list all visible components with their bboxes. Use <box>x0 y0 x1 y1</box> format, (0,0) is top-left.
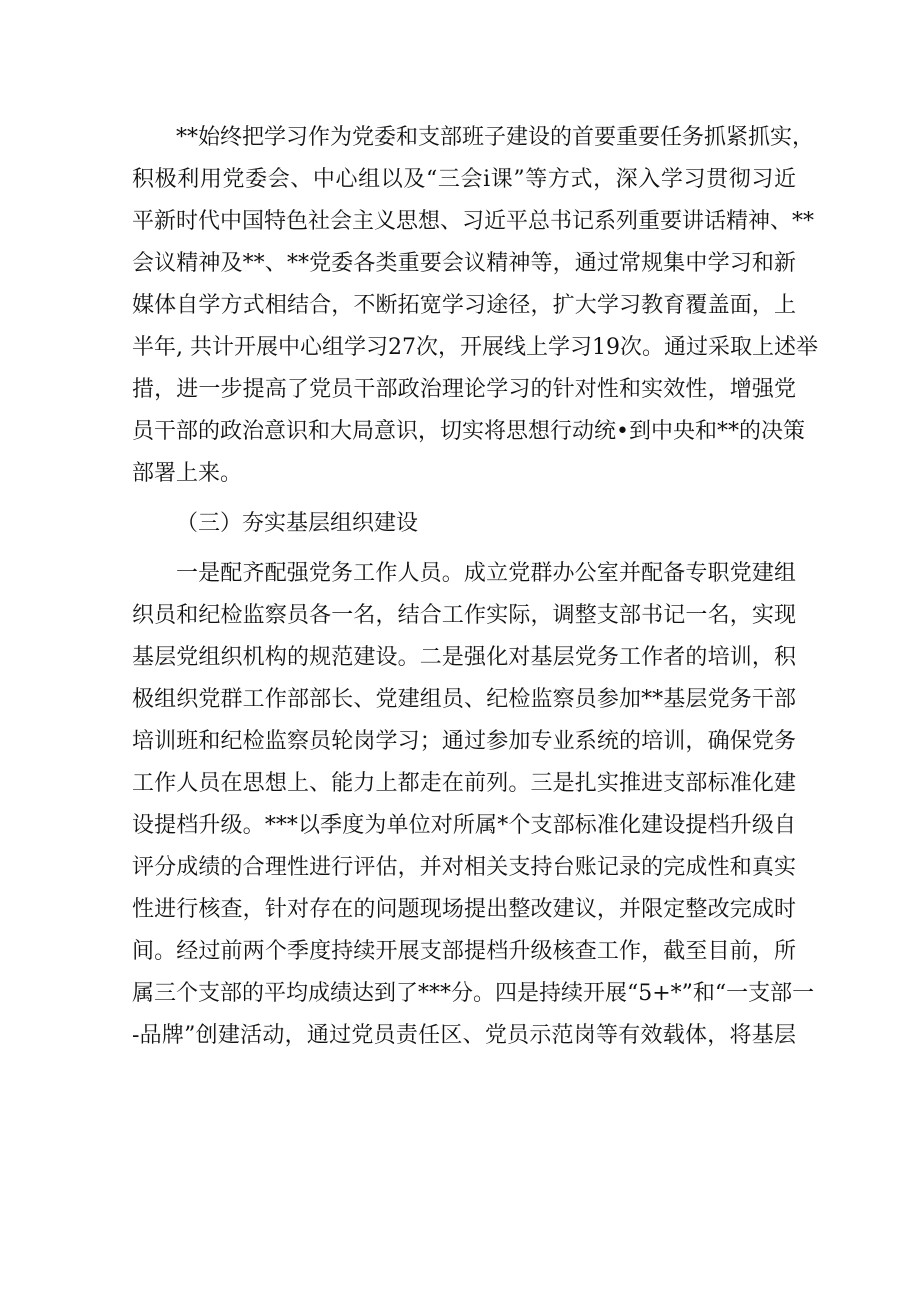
paragraph-line: 设提档升级。***以季度为单位对所属*个支部标准化建设提档升级自 <box>132 813 796 838</box>
paragraph-line: 措，进一步提高了党员干部政治理论学习的针对性和实效性，增强党 <box>132 377 796 402</box>
paragraph-line: 基层党组织机构的规范建设。二是强化对基层党务工作者的培训，积 <box>132 645 796 670</box>
paragraph-line: 媒体自学方式相结合，不断拓宽学习途径，扩大学习教育覆盖面，上 <box>132 293 796 318</box>
paragraph-organization <box>132 553 815 1057</box>
paragraph-line: -品牌”创建活动，通过党员责任区、党员示范岗等有效载体，将基层 <box>132 1023 796 1048</box>
paragraph-line: 部署上来。 <box>132 461 243 486</box>
paragraph-line: 性进行核查，针对存在的问题现场提出整改建议，并限定整改完成时 <box>132 897 796 922</box>
paragraph-line: 积极利用党委会、中心组以及“三会i课”等方式，深入学习贯彻习近 <box>132 167 796 192</box>
paragraph-line: 间。经过前两个季度持续开展支部提档升级核查工作，截至目前，所 <box>132 939 796 964</box>
paragraph-line: 评分成绩的合理性进行评估，并对相关支持台账记录的完成性和真实 <box>132 855 796 880</box>
paragraph-line: 会议精神及**、**党委各类重要会议精神等，通过常规集中学习和新 <box>132 251 796 276</box>
section-heading: （三）夯实基层组织建设 <box>176 511 419 536</box>
paragraph-line: 织员和纪检监察员各一名，结合工作实际，调整支部书记一名，实现 <box>132 603 796 628</box>
paragraph-line: **始终把学习作为党委和支部班子建设的首要重要任务抓紧抓实， <box>176 125 815 150</box>
paragraph-line: 属三个支部的平均成绩达到了***分。四是持续开展“5+*”和“一支部一 <box>132 981 815 1006</box>
paragraph-study <box>132 117 818 495</box>
paragraph-line: 极组织党群工作部部长、党建组员、纪检监察员参加**基层党务干部 <box>132 687 796 712</box>
paragraph-line: 平新时代中国特色社会主义思想、习近平总书记系列重要讲话精神、** <box>132 209 815 234</box>
paragraph-line: 半年, 共计开展中心组学习27次，开展线上学习19次。通过采取上述举 <box>132 335 818 360</box>
paragraph-line: 培训班和纪检监察员轮岗学习；通过参加专业系统的培训，确保党务 <box>132 729 796 754</box>
paragraph-line: 一是配齐配强党务工作人员。成立党群办公室并配备专职党建组 <box>176 561 796 586</box>
document-body <box>132 117 818 1057</box>
paragraph-line: 员干部的政治意识和大局意识，切实将思想行动统•到中央和**的决策 <box>132 419 805 444</box>
paragraph-line: 工作人员在思想上、能力上都走在前列。三是扎实推进支部标准化建 <box>132 771 796 796</box>
